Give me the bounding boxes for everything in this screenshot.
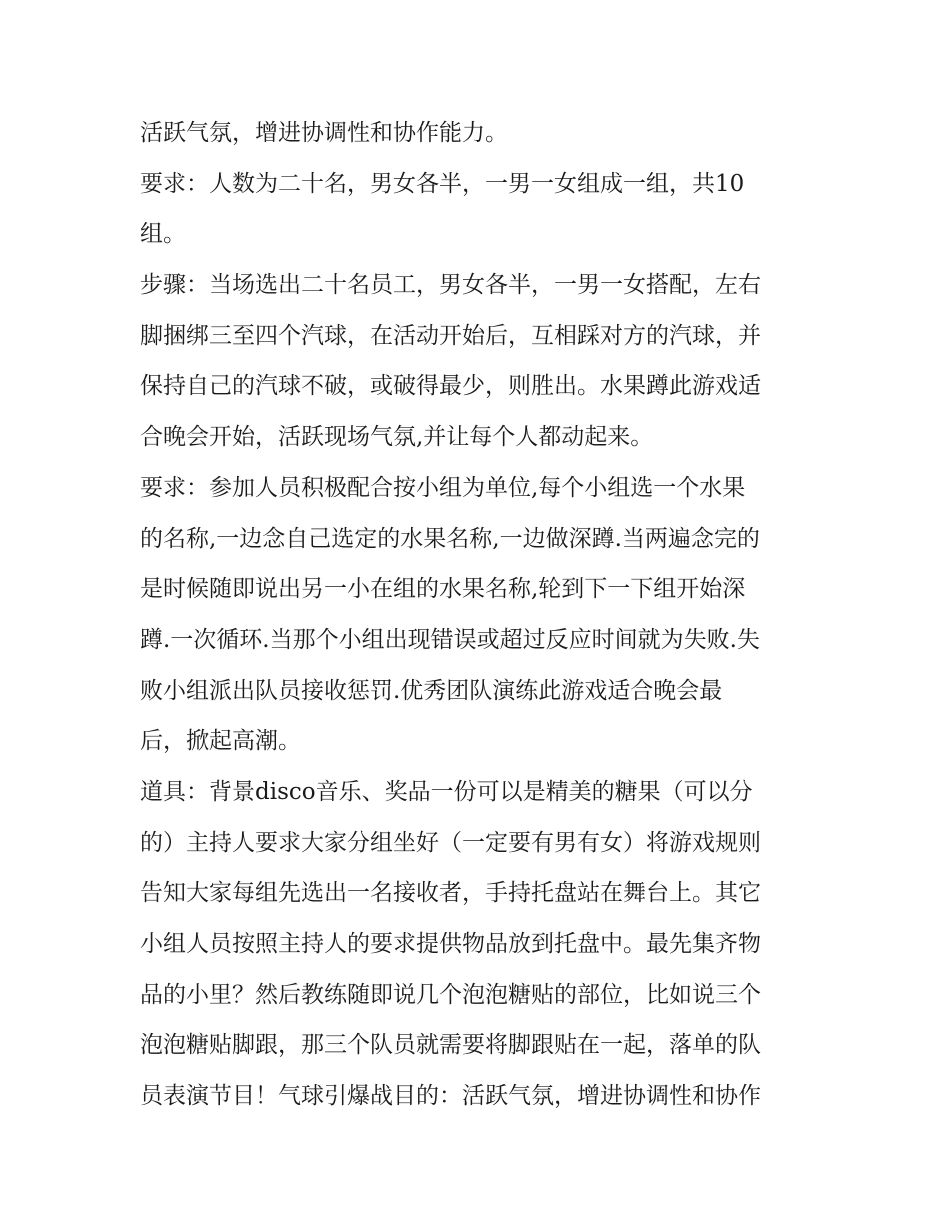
text-line: 小组人员按照主持人的要求提供物品放到托盘中。最先集齐物 xyxy=(140,931,761,957)
text-line: 告知大家每组先选出一名接收者，手持托盘站在舞台上。其它 xyxy=(140,880,761,907)
text-line: 败小组派出队员接收惩罚.优秀团队演练此游戏适合晚会最 xyxy=(140,677,723,704)
body-text xyxy=(140,108,820,1122)
text-line: 要求：参加人员积极配合按小组为单位,每个小组选一个水果 xyxy=(140,474,746,501)
text-line: 蹲.一次循环.当那个小组出现错误或超过反应时间就为失败.失 xyxy=(140,626,760,653)
text-line: 道具：背景disco音乐、奖品一份可以是精美的糖果（可以分 xyxy=(140,778,753,805)
text-line: 员表演节目！气球引爆战目的：活跃气氛，增进协调性和协作 xyxy=(140,1083,761,1110)
text-line: 合晚会开始，活跃现场气氛,并让每个人都动起来。 xyxy=(140,424,654,451)
text-line: 的）主持人要求大家分组坐好（一定要有男有女）将游戏规则 xyxy=(140,829,761,856)
text-line: 品的小里？然后教练随即说几个泡泡糖贴的部位，比如说三个 xyxy=(140,981,761,1008)
text-line: 保持自己的汽球不破，或破得最少，则胜出。水果蹲此游戏适 xyxy=(140,373,761,400)
text-line: 组。 xyxy=(140,221,186,248)
text-line: 的名称,一边念自己选定的水果名称,一边做深蹲.当两遍念完的 xyxy=(140,525,760,552)
text-line: 后，掀起高潮。 xyxy=(140,728,301,755)
text-line: 步骤：当场选出二十名员工，男女各半，一男一女搭配，左右 xyxy=(140,272,761,299)
text-line: 活跃气氛，增进协调性和协作能力。 xyxy=(140,120,508,146)
text-line: 脚捆绑三至四个汽球，在活动开始后，互相踩对方的汽球，并 xyxy=(140,322,761,349)
text-line: 是时候随即说出另一小在组的水果名称,轮到下一下组开始深 xyxy=(140,576,746,603)
text-line: 泡泡糖贴脚跟，那三个队员就需要将脚跟贴在一起，落单的队 xyxy=(140,1032,761,1059)
text-line: 要求：人数为二十名，男女各半，一男一女组成一组，共10 xyxy=(140,170,745,197)
